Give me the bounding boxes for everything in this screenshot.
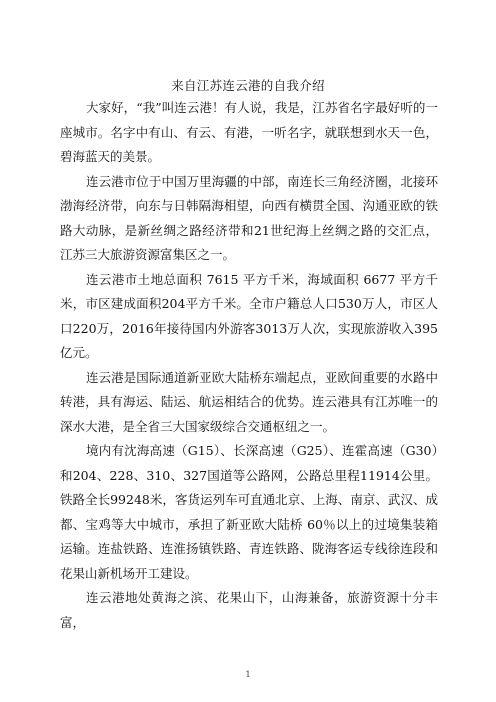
- paragraph-intro: 大家好，“我”叫连云港！有人说，我是，江苏省名字最好听的一座城市。名字中有山、有云、有港，一听名字，就联想到水天一色，碧海蓝天的美景。: [60, 100, 438, 164]
- paragraph-location: 连云港市位于中国万里海疆的中部，南连长三角经济圈，北接环渤海经济带，向东与日韩隔海相望，向西有横贯全国、沟通亚欧的铁路大动脉，是新丝绸之路经济带和21世纪海上丝绸之路的交汇点，江苏三大旅游资源富集区之一。: [60, 173, 438, 262]
- document-body: [60, 96, 438, 635]
- paragraph-transport: 境内有沈海高速（G15）、长深高速（G25）、连霍高速（G30）和204、228、310、327国道等公路网，公路总里程11914公里。铁路全长99248米，客货运列车可直通北京、上海、南京、武汉、成都、宝鸡等大中城市，承担了新亚欧大陆桥 60％以上的过境集装箱运输。连盐铁路、连淮扬镇铁路、青连铁路、陇海客运专线徐连段和花果山新机场开工建设。: [60, 443, 438, 581]
- paragraph-tourism: 连云港地处黄海之滨、花果山下，山海兼备，旅游资源十分丰富，: [60, 590, 438, 630]
- paragraph-port: 连云港是国际通道新亚欧大陆桥东端起点，亚欧间重要的水路中转港，具有海运、陆运、航运相结合的优势。连云港具有江苏唯一的深水大港，是全省三大国家级综合交通枢纽之一。: [60, 369, 438, 434]
- document-title: 来自江苏连云港的自我介绍: [171, 78, 325, 93]
- page-number: 1: [245, 670, 251, 679]
- paragraph-area-population: 连云港市土地总面积 7615 平方千米，海域面积 6677 平方千米，市区建成面积204平方千米。全市户籍总人口530万人，市区人口220万，2016年接待国内外游客3013万人次，实现旅游收入395亿元。: [60, 271, 438, 360]
